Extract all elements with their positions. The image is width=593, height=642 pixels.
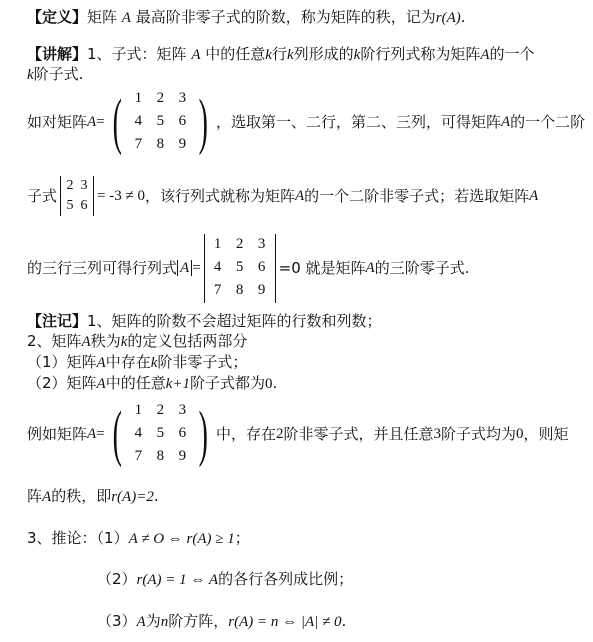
note-line-1: 【注记】1、矩阵的阶数不会超过矩阵的行数和列数； [27, 312, 382, 330]
explain-line-1: 【讲解】1、子式：矩阵 A 中的任意k行k列形成的k阶行列式称为矩阵A的一个 [27, 45, 535, 63]
corollary-line-3: （3）A为n阶方阵，r(A) = n ⇔ |A| ≠ 0. [97, 612, 347, 630]
corollary-line-1: 3、推论：（1）A ≠ O ⇔ r(A) ≥ 1； [27, 529, 250, 547]
note-line-3: （1）矩阵A中存在k阶非零子式； [27, 353, 248, 371]
example2-line: 例如矩阵 A = ( 1 2 3 4 5 6 7 8 9 ) 中，存在 2 阶非零子式，并且任意 3 阶子式均为 0 ，则矩 [27, 400, 569, 468]
third-order-line: 的三行三列可得行列式 A = 1 2 3 4 5 6 7 8 9 =0 就是矩阵 A 的三阶零子式. [27, 232, 470, 304]
note-tag: 【注记】 [27, 312, 88, 330]
definition-line: 【定义】矩阵 A 最高阶非零子式的阶数，称为矩阵的秩，记为r(A). [27, 8, 466, 26]
corollary-line-2: （2）r(A) = 1 ⇔ A的各行各列成比例； [97, 570, 354, 588]
example1-line: 如对矩阵 A = ( 1 2 3 4 5 6 7 8 9 ) ，选取第一、二行，第二、三列，可得矩阵 A 的一个二阶 [27, 88, 586, 156]
explain-line-2: k阶子式. [27, 65, 84, 83]
note-line-2: 2、矩阵A秩为k的定义包括两部分 [27, 332, 248, 350]
minor-determinant: 2 3 5 6 [60, 176, 94, 216]
third-order-determinant: 1 2 3 4 5 6 7 8 9 [204, 234, 276, 303]
definition-tag: 【定义】 [27, 8, 88, 26]
abs-a: A [177, 260, 192, 276]
minor-line: 子式 2 3 5 6 = -3 ≠ 0 ，该行列式就称为矩阵 A 的一个二阶非零子式；若选取矩阵 A [27, 174, 538, 218]
note-line-4: （2）矩阵A中的任意k+1阶子式都为0. [27, 374, 278, 392]
matrix-a-example1: ( 1 2 3 4 5 6 7 8 9 ) [112, 88, 209, 156]
example2-line-2: 阵A的秩，即r(A)=2. [27, 487, 159, 505]
rank-equals-two: r(A)=2 [111, 489, 154, 505]
matrix-a-example2: ( 1 2 3 4 5 6 7 8 9 ) [112, 400, 209, 468]
rank-notation: r(A) [435, 10, 461, 26]
explain-tag: 【讲解】 [27, 45, 88, 63]
